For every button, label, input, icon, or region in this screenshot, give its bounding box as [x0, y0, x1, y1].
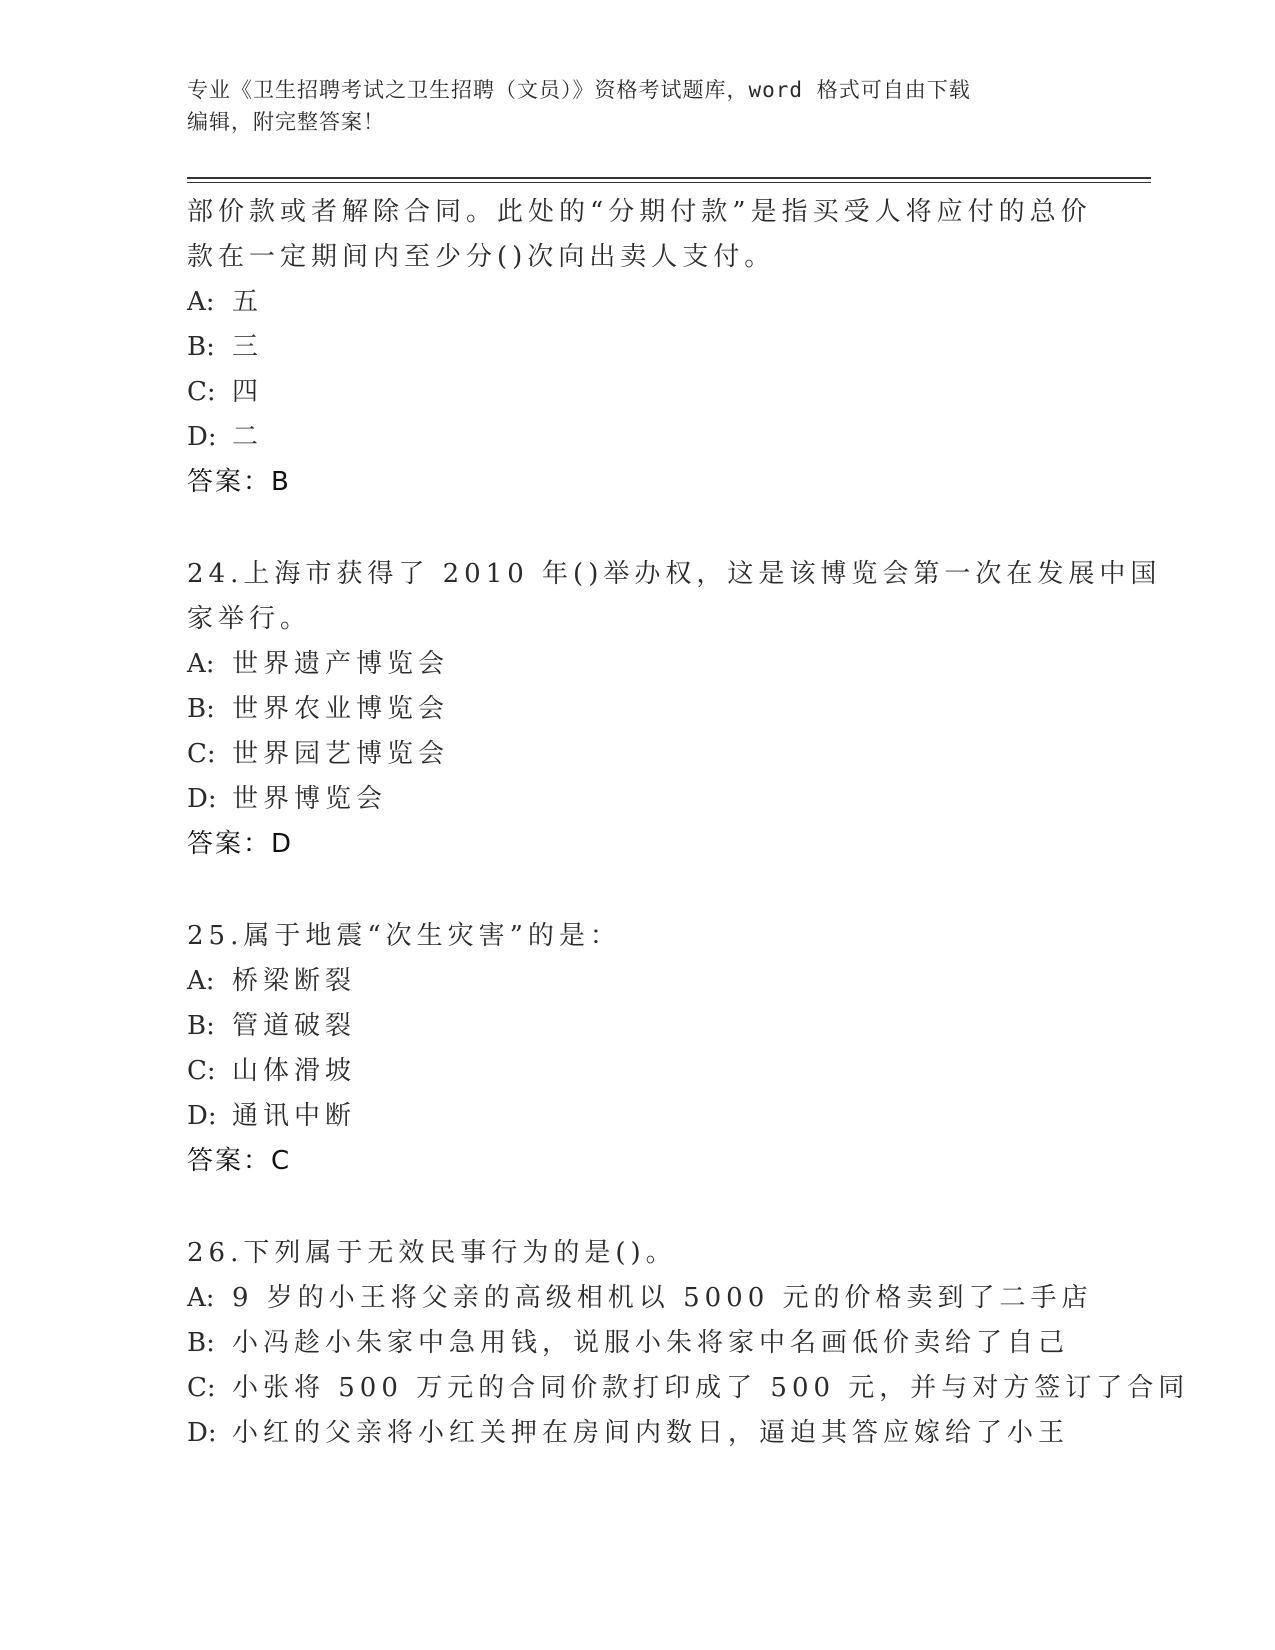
- option-d: [187, 1411, 1087, 1456]
- option-d: [187, 777, 1087, 822]
- option-b: [187, 687, 1087, 732]
- option-c: [187, 1049, 1087, 1094]
- header-title-line-1: 专业《卫生招聘考试之卫生招聘（文员）》资格考试题库，word 格式可自由下载: [187, 78, 971, 102]
- option-key: B:: [187, 332, 215, 362]
- option-key: D:: [187, 1101, 217, 1131]
- option-key: A:: [187, 966, 215, 996]
- option-text: 小冯趁小朱家中急用钱，说服小朱将家中名画低价卖给了自己: [232, 1328, 1070, 1358]
- option-key: C:: [187, 1056, 216, 1086]
- option-text: 桥梁断裂: [232, 966, 357, 996]
- option-text: 小红的父亲将小红关押在房间内数日，逼迫其答应嫁给了小王: [232, 1418, 1070, 1448]
- option-a: [187, 959, 1087, 1004]
- option-a: [187, 642, 1087, 687]
- option-text: 二: [232, 422, 264, 452]
- option-key: D:: [187, 1418, 217, 1448]
- option-key: A:: [187, 1283, 215, 1313]
- option-a: [187, 280, 1087, 325]
- option-c: [187, 370, 1087, 415]
- question-text-line: 部价款或者解除合同。此处的“分期付款”是指买受人将应付的总价: [187, 197, 1092, 227]
- option-text: 世界农业博览会: [232, 694, 450, 724]
- option-key: B:: [187, 694, 215, 724]
- question-24: [187, 552, 1162, 867]
- option-key: C:: [187, 1373, 216, 1403]
- option-text: 9 岁的小王将父亲的高级相机以 5000 元的价格卖到了二手店: [232, 1283, 1093, 1313]
- question-text-line: 25.属于地震“次生灾害”的是：: [187, 921, 621, 951]
- answer-line: 答案：C: [187, 1146, 292, 1176]
- option-text: 世界园艺博览会: [232, 739, 450, 769]
- option-key: A:: [187, 649, 215, 679]
- question-text-line: 款在一定期间内至少分()次向出卖人支付。: [187, 242, 776, 272]
- option-text: 世界遗产博览会: [232, 649, 450, 679]
- option-key: B:: [187, 1328, 215, 1358]
- header-title-line-2: 编辑，附完整答案！: [187, 110, 385, 134]
- option-text: 五: [232, 287, 264, 317]
- option-b: [187, 1321, 1087, 1366]
- answer-line: 答案：B: [187, 467, 291, 497]
- option-text: 通讯中断: [232, 1101, 357, 1131]
- option-c: [187, 732, 1087, 777]
- option-d: [187, 415, 1087, 460]
- option-b: [187, 1004, 1087, 1049]
- option-a: [187, 1276, 1093, 1321]
- option-key: C:: [187, 739, 216, 769]
- option-key: D:: [187, 422, 217, 452]
- question-text-line: 家举行。: [187, 604, 312, 634]
- option-c: [187, 1366, 1190, 1411]
- answer-line: 答案：D: [187, 829, 294, 859]
- option-key: B:: [187, 1011, 215, 1041]
- page-header: [187, 74, 1067, 138]
- question-26: [187, 1231, 1190, 1456]
- option-key: A:: [187, 287, 215, 317]
- option-text: 四: [232, 377, 264, 407]
- option-text: 三: [232, 332, 264, 362]
- option-text: 管道破裂: [232, 1011, 357, 1041]
- question-25: [187, 914, 1087, 1184]
- question-continued: [187, 190, 1092, 505]
- question-text-line: 26.下列属于无效民事行为的是()。: [187, 1238, 677, 1268]
- option-text: 山体滑坡: [232, 1056, 357, 1086]
- option-text: 小张将 500 万元的合同价款打印成了 500 元，并与对方签订了合同: [232, 1373, 1190, 1403]
- option-b: [187, 325, 1087, 370]
- header-divider-thin: [187, 182, 1151, 183]
- option-key: C:: [187, 377, 216, 407]
- question-text-line: 24.上海市获得了 2010 年()举办权，这是该博览会第一次在发展中国: [187, 559, 1162, 589]
- header-divider-thick: [187, 177, 1151, 179]
- option-key: D:: [187, 784, 217, 814]
- question-list: [187, 190, 1190, 1456]
- option-text: 世界博览会: [232, 784, 388, 814]
- option-d: [187, 1094, 1087, 1139]
